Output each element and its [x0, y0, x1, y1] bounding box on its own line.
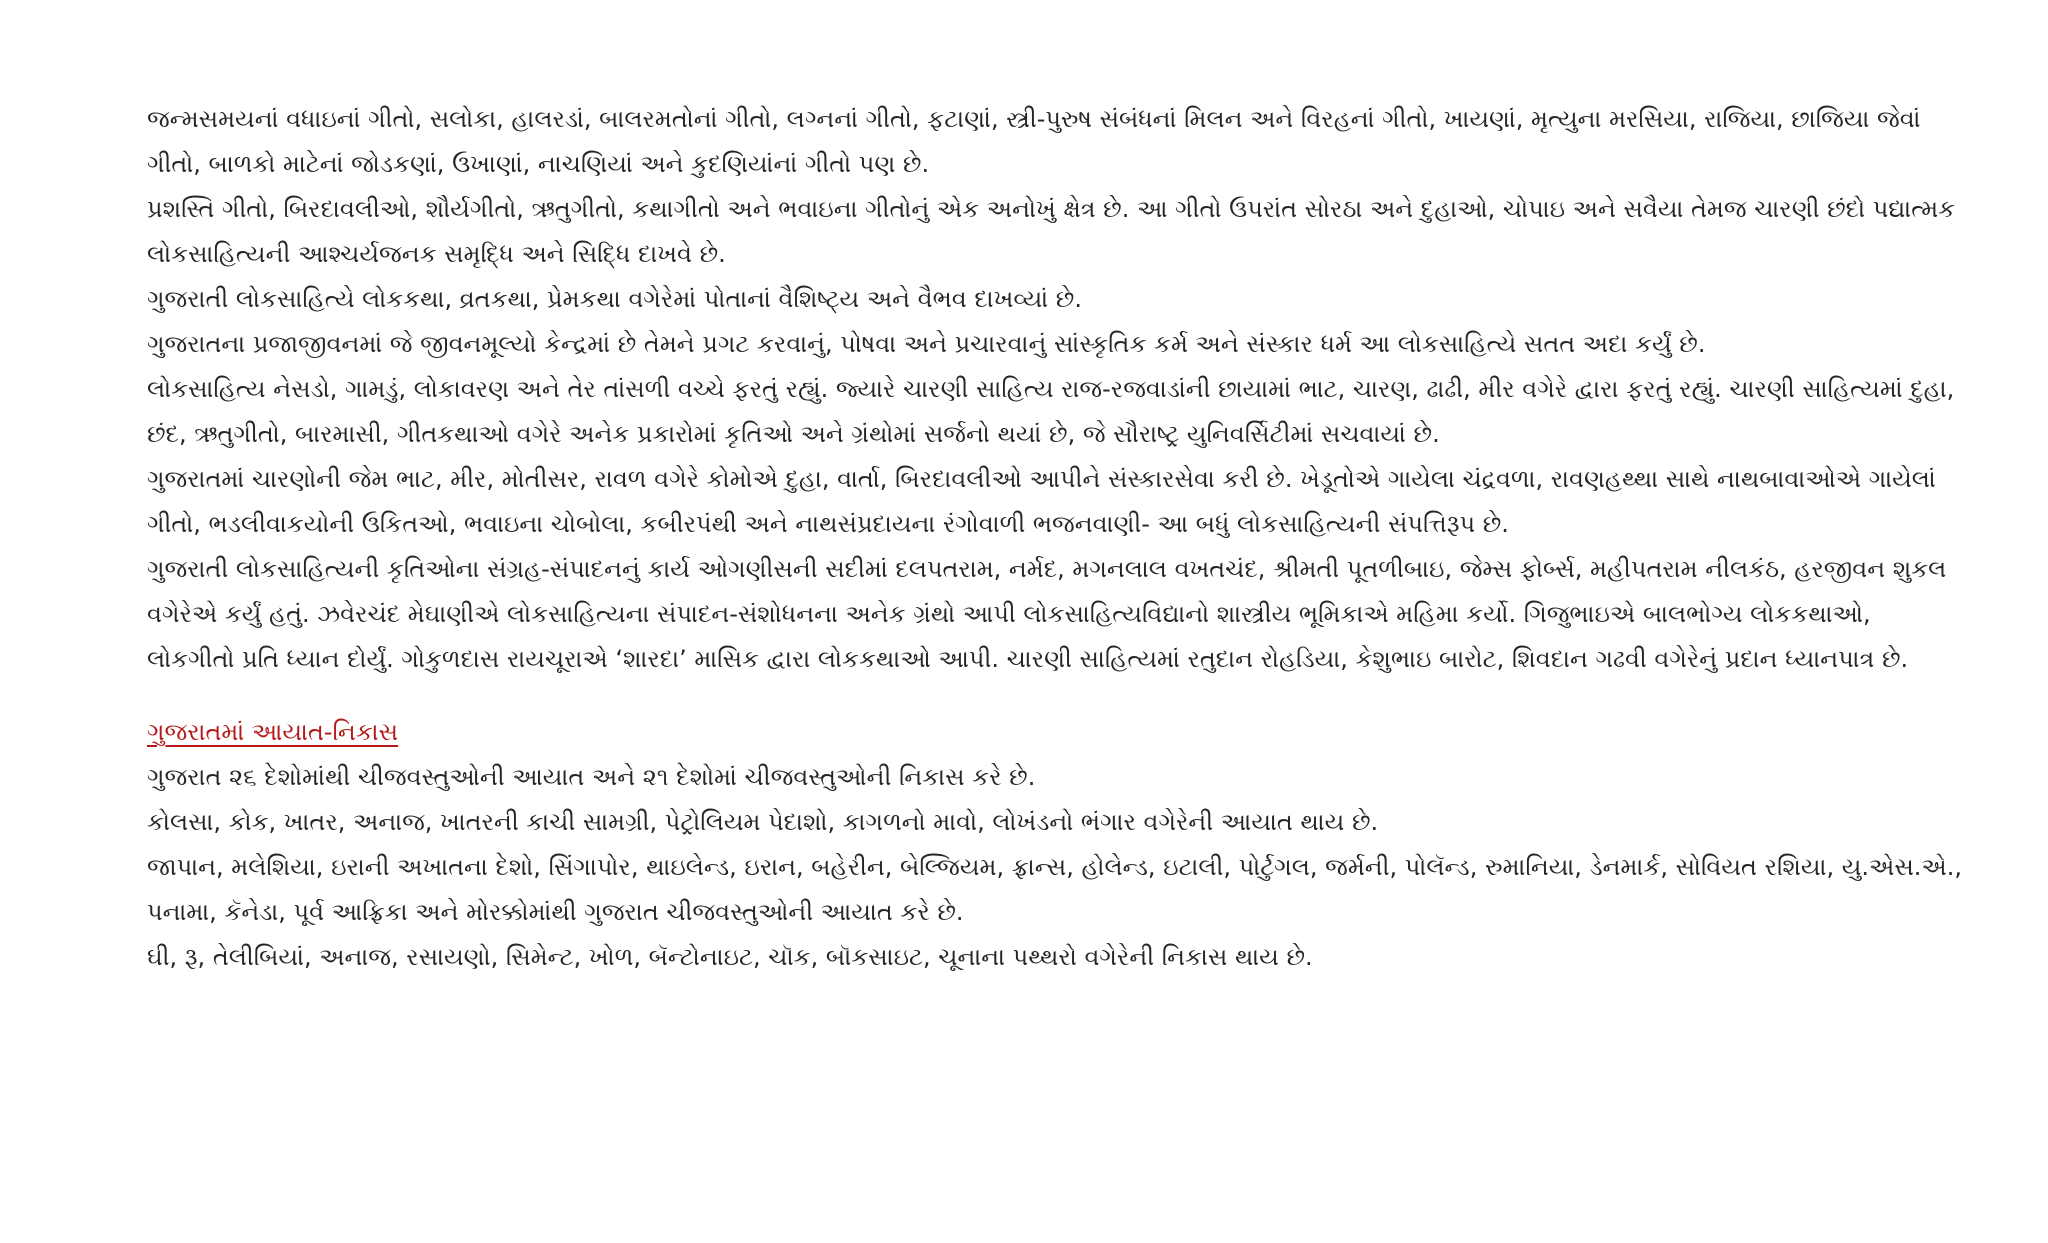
paragraph: ગુજરાત ૨૬ દેશોમાંથી ચીજવસ્તુઓની આયાત અને ૨૧ દેશોમાં ચીજવસ્તુઓની નિકાસ કરે છે. — [147, 763, 1036, 791]
paragraph: પ્રશસ્તિ ગીતો, બિરદાવલીઓ, શૌર્યગીતો, ઋતુગીતો, કથાગીતો અને ભવાઇના ગીતોનું એક અનોખું ક્ષેત્ર છે. આ ગીતો ઉપરાંત સોરઠા અને દુહાઓ, ચોપાઇ અને સવૈયા તેમજ ચારણી છંદો પદ્યાત્મક લોકસાહિત્યની આશ્ચર્યજનક સમૃદ્ધિ અને સિદ્ધિ દાખવે છે. — [147, 195, 1956, 268]
paragraph: લોકસાહિત્ય નેસડો, ગામડું, લોકાવરણ અને તેર તાંસળી વચ્ચે ફરતું રહ્યું. જ્યારે ચારણી સાહિત્ય રાજ-રજવાડાંની છાયામાં ભાટ, ચારણ, ઢાઢી, મીર વગેરે દ્વારા ફરતું રહ્યું. ચારણી સાહિત્યમાં દુહા, છંદ, ઋતુગીતો, બારમાસી, ગીતકથાઓ વગેરે અનેક પ્રકારોમાં કૃતિઓ અને ગ્રંથોમાં સર્જનો થયાં છે, જે સૌરાષ્ટ્ર યુનિવર્સિટીમાં સચવાયાં છે. — [147, 375, 1955, 448]
paragraph: ગુજરાતના પ્રજાજીવનમાં જે જીવનમૂલ્યો કેન્દ્રમાં છે તેમને પ્રગટ કરવાનું, પોષવા અને પ્રચારવાનું સાંસ્કૃતિક કર્મ અને સંસ્કાર ધર્મ આ લોકસાહિત્યે સતત અદા કર્યું છે. — [147, 330, 1706, 358]
import-export-section — [147, 710, 1962, 980]
paragraph: ઘી, રૂ, તેલીબિયાં, અનાજ, રસાયણો, સિમેન્ટ, ખોળ, બૅન્ટોનાઇટ, ચૉક, બૉકસાઇટ, ચૂનાના પથ્થરો વગેરેની નિકાસ થાય છે. — [147, 943, 1313, 971]
paragraph: ગુજરાતમાં ચારણોની જેમ ભાટ, મીર, મોતીસર, રાવળ વગેરે કોમોએ દુહા, વાર્તા, બિરદાવલીઓ આપીને સંસ્કારસેવા કરી છે. ખેડૂતોએ ગાયેલા ચંદ્રવળા, રાવણહથ્થા સાથે નાથબાવાઓએ ગાયેલાં ગીતો, ભડલીવાકયોની ઉકિતઓ, ભવાઇના ચોબોલા, કબીરપંથી અને નાથસંપ્રદાયના રંગોવાળી ભજનવાણી- આ બધું લોકસાહિત્યની સંપત્તિરૂપ છે. — [147, 465, 1936, 538]
paragraph: કોલસા, કોક, ખાતર, અનાજ, ખાતરની કાચી સામગ્રી, પેટ્રોલિયમ પેદાશો, કાગળનો માવો, લોખંડનો ભંગાર વગેરેની આયાત થાય છે. — [147, 808, 1379, 836]
paragraph: જાપાન, મલેશિયા, ઇરાની અખાતના દેશો, સિંગાપોર, થાઇલેન્ડ, ઇરાન, બહેરીન, બેલ્જિયમ, ફ્રાન્સ, હોલેન્ડ, ઇટાલી, પોર્ટુગલ, જર્મની, પોલૅન્ડ, રુમાનિયા, ડેનમાર્ક, સોવિયત રશિયા, યુ.એસ.એ., પનામા, કૅનેડા, પૂર્વ આફ્રિકા અને મોરક્કોમાંથી ગુજરાત ચીજવસ્તુઓની આયાત કરે છે. — [147, 853, 1962, 926]
document-body — [147, 97, 1962, 980]
paragraph: ગુજરાતી લોકસાહિત્યની કૃતિઓના સંગ્રહ-સંપાદનનું કાર્ય ઓગણીસની સદીમાં દલપતરામ, નર્મદ, મગનલાલ વખતચંદ, શ્રીમતી પૂતળીબાઇ, જેમ્સ ફોર્બ્સ, મહીપતરામ નીલકંઠ, હરજીવન શુકલ વગેરેએ કર્યું હતું. ઝવેરચંદ મેઘાણીએ લોકસાહિત્યના સંપાદન-સંશોધનના અનેક ગ્રંથો આપી લોકસાહિત્યવિદ્યાનો શાસ્ત્રીય ભૂમિકાએ મહિમા કર્યો. ગિજુભાઇએ બાલભોગ્ય લોકકથાઓ, લોકગીતો પ્રતિ ધ્યાન દોર્યું. ગોકુળદાસ રાયચૂરાએ ‘શારદા’ માસિક દ્વારા લોકકથાઓ આપી. ચારણી સાહિત્યમાં રતુદાન રોહડિયા, કેશુભાઇ બારોટ, શિવદાન ગઢવી વગેરેનું પ્રદાન ધ્યાનપાત્ર છે. — [147, 555, 1947, 673]
folk-literature-section — [147, 97, 1962, 682]
section-heading: ગુજરાતમાં આયાત-નિકાસ — [147, 718, 399, 746]
paragraph: જન્મસમયનાં વધાઇનાં ગીતો, સલોકા, હાલરડાં, બાલરમતોનાં ગીતો, લગ્નનાં ગીતો, ફટાણાં, સ્ત્રી-પુરુષ સંબંધનાં મિલન અને વિરહનાં ગીતો, ખાયણાં, મૃત્યુના મરસિયા, રાજિયા, છાજિયા જેવાં ગીતો, બાળકો માટેનાં જોડકણાં, ઉખાણાં, નાચણિયાં અને કુદણિયાંનાં ગીતો પણ છે. — [147, 105, 1921, 178]
paragraph: ગુજરાતી લોકસાહિત્યે લોકકથા, વ્રતકથા, પ્રેમકથા વગેરેમાં પોતાનાં વૈશિષ્ટ્ય અને વૈભવ દાખવ્યાં છે. — [147, 285, 1082, 313]
